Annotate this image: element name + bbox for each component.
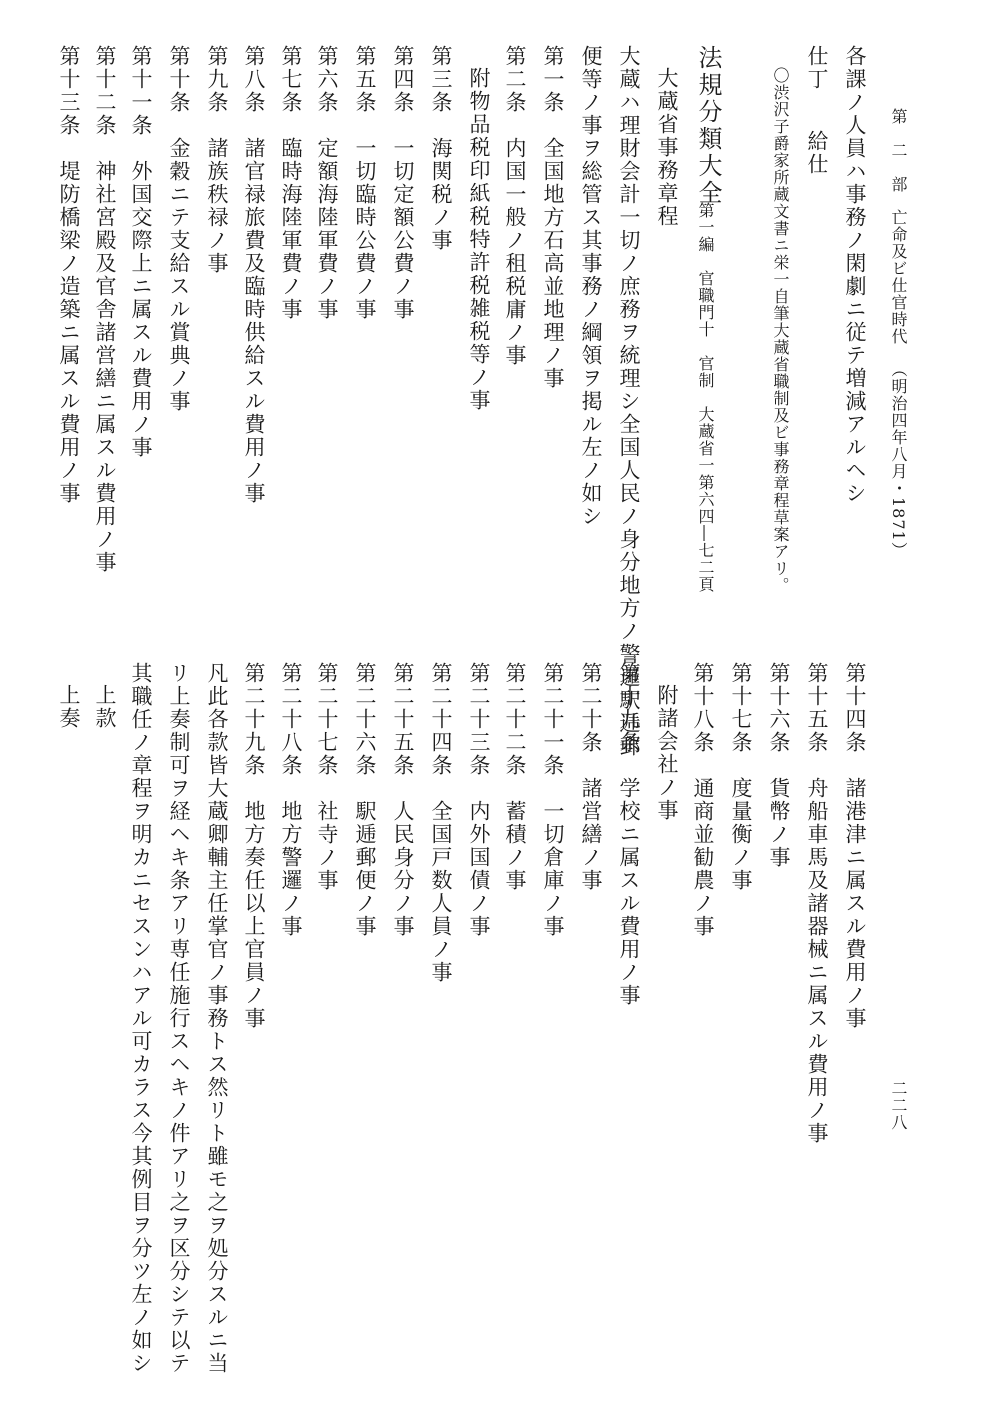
article-line: 第二十五条 人民身分ノ事: [391, 662, 415, 938]
subsection-title: 上款: [93, 684, 117, 730]
part-label: 第 二 部: [889, 108, 908, 193]
era-title: 亡命及ビ仕官時代: [889, 209, 908, 345]
article-line: 第三条 海関税ノ事: [429, 45, 453, 252]
paragraph-line: 便等ノ事ヲ総管ス其事務ノ綱領ヲ掲ル左ノ如シ: [579, 45, 603, 528]
article-line: 第九条 諸族秩禄ノ事: [205, 45, 229, 275]
header-date: （明治四年八月・1871）: [889, 361, 908, 559]
article-line: 第七条 臨時海陸軍費ノ事: [279, 45, 303, 321]
article-line: 第八条 諸官禄旅費及臨時供給スル費用ノ事: [242, 45, 266, 505]
text-line: 給仕: [805, 130, 829, 176]
text-line: 各課ノ人員ハ事務ノ閑劇ニ従テ増減アルヘシ: [843, 45, 867, 505]
article-line: 第二十六条 駅逓郵便ノ事: [353, 662, 377, 938]
article-line: 第二十九条 地方奏任以上官員ノ事: [242, 662, 266, 1030]
paragraph-line: リ上奏制可ヲ経ヘキ条アリ専任施行スヘキノ件アリ之ヲ区分シテ以テ: [167, 662, 191, 1375]
article-line: 第二十八条 地方警邏ノ事: [279, 662, 303, 938]
article-line: 第六条 定額海陸軍費ノ事: [315, 45, 339, 321]
article-line: 第四条 一切定額公費ノ事: [391, 45, 415, 321]
subsection-title: 上奏: [57, 684, 81, 730]
article-line: 第一条 全国地方石高並地理ノ事: [541, 45, 565, 390]
article-line: 第十九条 学校ニ属スル費用ノ事: [617, 662, 641, 1007]
article-line: 第二十条 諸営繕ノ事: [579, 662, 603, 892]
paragraph-line: 其職任ノ章程ヲ明カニセスンハアル可カラス今其例目ヲ分ツ左ノ如シ: [129, 662, 153, 1375]
running-header: [890, 108, 906, 559]
article-line: 第十一条 外国交際上ニ属スル費用ノ事: [129, 45, 153, 459]
article-line: 第二条 内国一般ノ租税庸ノ事: [503, 45, 527, 367]
article-line: 第二十一条 一切倉庫ノ事: [541, 662, 565, 938]
text-line: 仕丁: [805, 45, 829, 91]
article-line: 第二十三条 内外国債ノ事: [467, 662, 491, 938]
article-line: 第十四条 諸港津ニ属スル費用ノ事: [843, 662, 867, 1030]
article-line: 第二十七条 社寺ノ事: [315, 662, 339, 892]
article-line: 第十三条 堤防橋梁ノ造築ニ属スル費用ノ事: [57, 45, 81, 505]
source-note: 〇渋沢子爵家所蔵文書ニ栄一自筆大蔵省職制及ビ事務章程草案アリ。: [771, 67, 790, 594]
article-line: 第五条 一切臨時公費ノ事: [353, 45, 377, 321]
section-title: 大蔵省事務章程: [655, 67, 679, 228]
paragraph-line: 凡此各款皆大蔵卿輔主任掌官ノ事務トス然リト雖モ之ヲ処分スルニ当: [205, 662, 229, 1375]
source-title: 法規分類大全: [694, 45, 722, 207]
paragraph-line: 大蔵ハ理財会計一切ノ庶務ヲ統理シ全国人民ノ身分地方ノ警邏駅逓郵: [617, 45, 641, 758]
article-line: 第十条 金穀ニテ支給スル賞典ノ事: [167, 45, 191, 413]
article-subline: 附諸会社ノ事: [655, 684, 679, 822]
article-line: 第十六条 貨幣ノ事: [767, 662, 791, 869]
article-line: 第十七条 度量衡ノ事: [729, 662, 753, 892]
article-subline: 附物品税印紙税特許税雑税等ノ事: [467, 67, 491, 412]
article-line: 第二十四条 全国戸数人員ノ事: [429, 662, 453, 984]
article-line: 第十八条 通商並勧農ノ事: [691, 662, 715, 938]
source-reference: 第一編 官職門十 官制 大蔵省一第六四―七二頁: [696, 202, 715, 593]
article-line: 第十五条 舟船車馬及諸器械ニ属スル費用ノ事: [805, 662, 829, 1145]
article-line: 第十二条 神社宮殿及官舎諸営繕ニ属スル費用ノ事: [93, 45, 117, 574]
article-line: 第二十二条 蓄積ノ事: [503, 662, 527, 892]
page-number: 二二八: [889, 1080, 908, 1131]
